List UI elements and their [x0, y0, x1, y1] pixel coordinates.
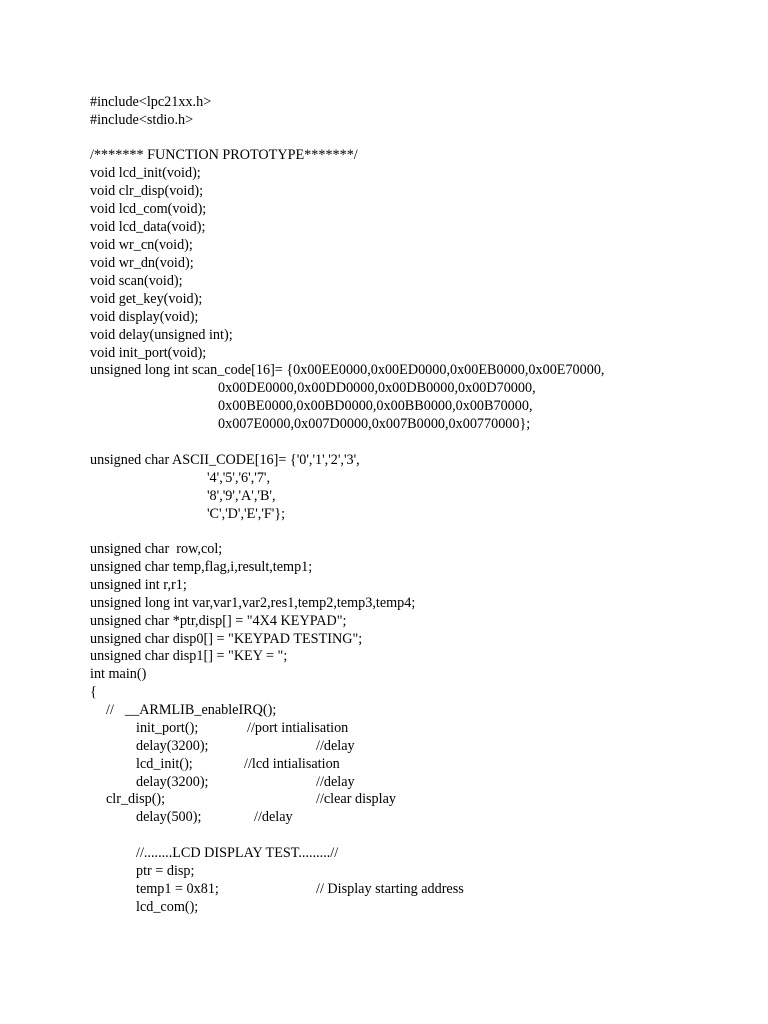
- code-comment: //port intialisation: [247, 720, 349, 736]
- code-line: 'C','D','E','F'};: [207, 506, 286, 522]
- code-line: void wr_cn(void);: [90, 237, 193, 253]
- code-line: void get_key(void);: [90, 291, 203, 307]
- code-line: ptr = disp;: [136, 863, 195, 879]
- code-line: unsigned char *ptr,disp[] = "4X4 KEYPAD";: [90, 613, 347, 629]
- code-comment: //: [106, 702, 114, 718]
- code-comment: //........LCD DISPLAY TEST.........//: [136, 845, 339, 861]
- code-comment: //delay: [254, 809, 293, 825]
- code-line: lcd_init();: [136, 756, 193, 772]
- code-comment: // Display starting address: [316, 881, 464, 897]
- code-line: temp1 = 0x81;: [136, 881, 219, 897]
- code-comment: //clear display: [316, 791, 396, 807]
- code-line: unsigned long int scan_code[16]= {0x00EE0000,0x00ED0000,0x00EB0000,0x00E70000,: [90, 362, 605, 378]
- code-line: lcd_com();: [136, 899, 199, 915]
- code-line: {: [90, 684, 97, 700]
- code-line: #include<lpc21xx.h>: [90, 94, 212, 110]
- code-line: int main(): [90, 666, 147, 682]
- code-line: '8','9','A','B',: [207, 488, 276, 504]
- code-line: void clr_disp(void);: [90, 183, 204, 199]
- code-line: void delay(unsigned int);: [90, 327, 233, 343]
- code-comment: //delay: [316, 738, 355, 754]
- code-line: void wr_dn(void);: [90, 255, 194, 271]
- code-line: delay(3200);: [136, 774, 209, 790]
- code-line: unsigned char ASCII_CODE[16]= {'0','1','2','3',: [90, 452, 360, 468]
- code-line: unsigned long int var,var1,var2,res1,temp2,temp3,temp4;: [90, 595, 416, 611]
- code-line: init_port();: [136, 720, 199, 736]
- code-line: unsigned char disp0[] = "KEYPAD TESTING";: [90, 631, 363, 647]
- code-line: unsigned char disp1[] = "KEY = ";: [90, 648, 288, 664]
- code-line: void lcd_com(void);: [90, 201, 207, 217]
- code-line: unsigned int r,r1;: [90, 577, 187, 593]
- code-line: unsigned char temp,flag,i,result,temp1;: [90, 559, 313, 575]
- code-line: #include<stdio.h>: [90, 112, 194, 128]
- code-line: 0x00BE0000,0x00BD0000,0x00BB0000,0x00B70000,: [218, 398, 533, 414]
- code-line: void scan(void);: [90, 273, 183, 289]
- code-line: void lcd_init(void);: [90, 165, 201, 181]
- code-line: 0x00DE0000,0x00DD0000,0x00DB0000,0x00D70000,: [218, 380, 536, 396]
- code-line: clr_disp();: [106, 791, 166, 807]
- code-line: void display(void);: [90, 309, 199, 325]
- code-line: void init_port(void);: [90, 345, 207, 361]
- code-line: void lcd_data(void);: [90, 219, 206, 235]
- code-line: unsigned char row,col;: [90, 541, 223, 557]
- code-line: __ARMLIB_enableIRQ();: [125, 702, 277, 718]
- code-comment: //delay: [316, 774, 355, 790]
- code-line: delay(500);: [136, 809, 202, 825]
- code-line: '4','5','6','7',: [207, 470, 271, 486]
- code-line: delay(3200);: [136, 738, 209, 754]
- code-comment: //lcd intialisation: [244, 756, 340, 772]
- code-line: /******* FUNCTION PROTOTYPE*******/: [90, 147, 358, 163]
- code-line: 0x007E0000,0x007D0000,0x007B0000,0x00770000};: [218, 416, 531, 432]
